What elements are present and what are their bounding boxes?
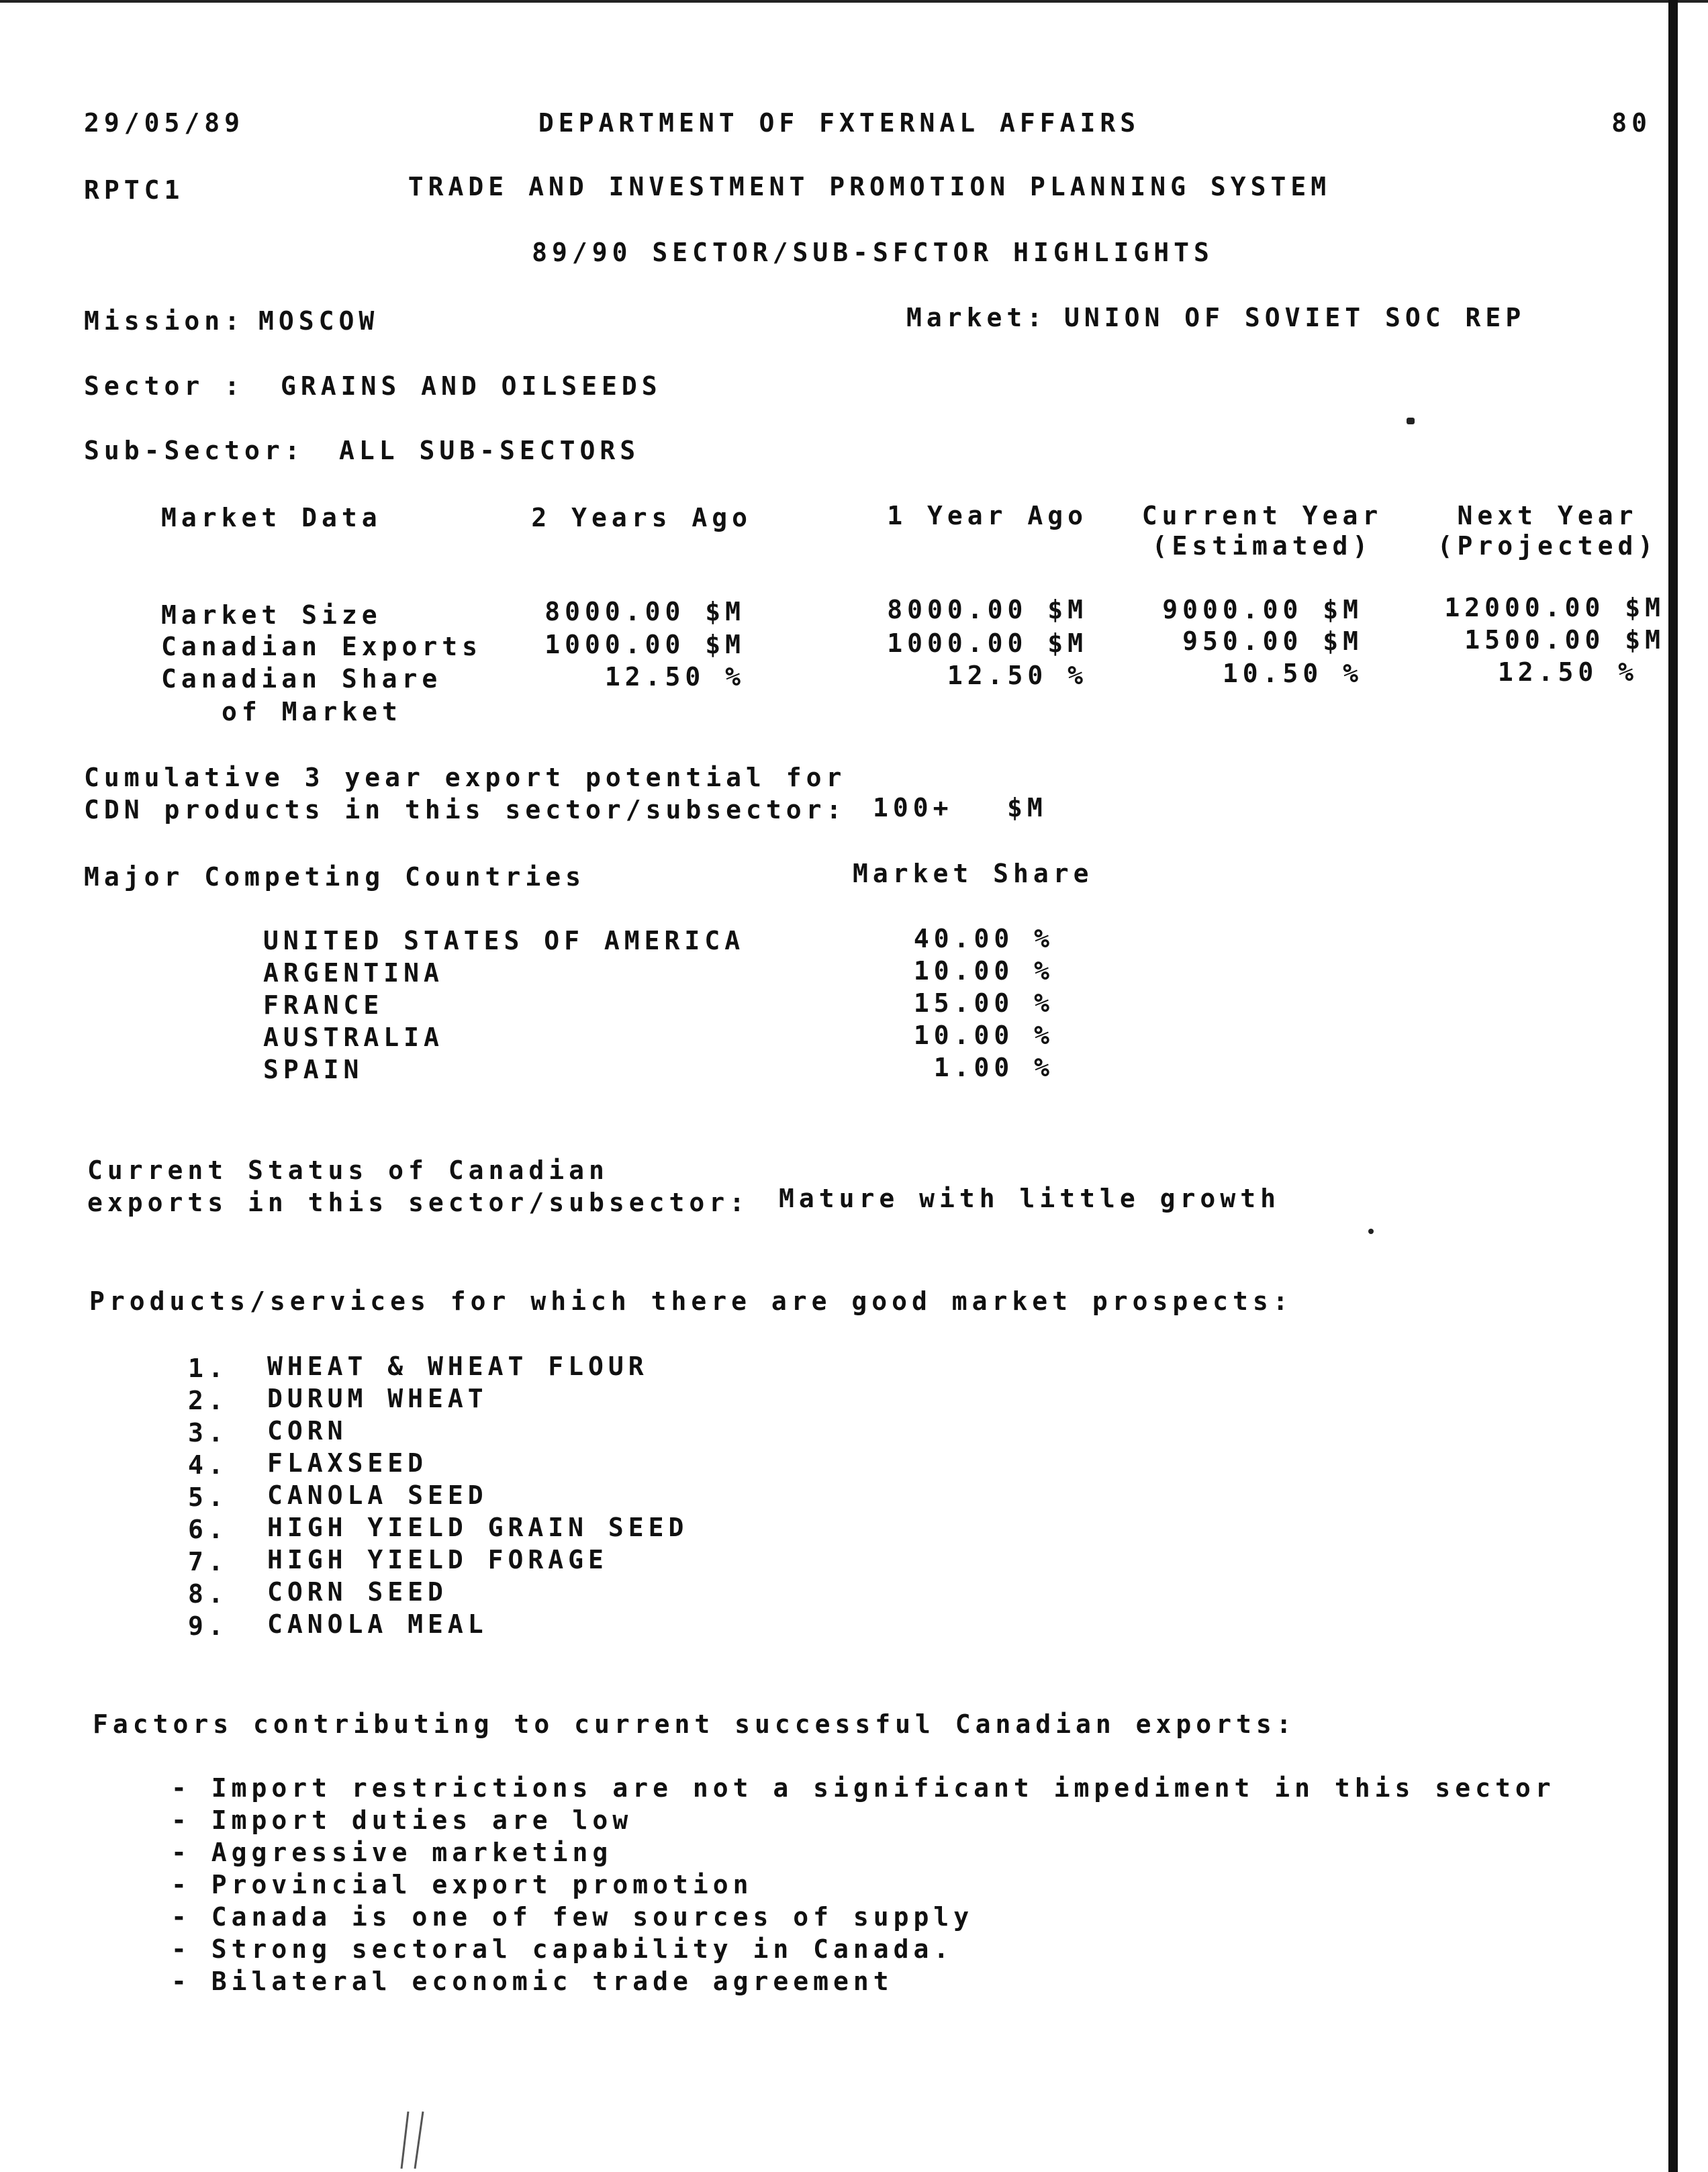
- list-item: CORN SEED: [267, 1577, 448, 1607]
- list-item: DURUM WHEAT: [267, 1384, 488, 1413]
- table-cell: 9000.00 $M: [1162, 595, 1363, 624]
- table-cell: 12.50 %: [604, 662, 745, 692]
- list-item: CANOLA MEAL: [267, 1609, 488, 1639]
- right-border: [1668, 0, 1678, 2172]
- list-item-number: 2.: [188, 1386, 228, 1415]
- list-item: - Provincial export promotion: [171, 1870, 753, 1899]
- competitor-country: FRANCE: [263, 990, 384, 1020]
- row-label-canadian-share-cont: of Market: [222, 697, 402, 726]
- cumulative-line-1: Cumulative 3 year export potential for: [84, 763, 847, 792]
- subsector-value: ALL SUB-SECTORS: [339, 436, 640, 465]
- table-cell: 8000.00 $M: [544, 597, 745, 626]
- col-header-current-year-sub: (Estimated): [1151, 531, 1373, 561]
- row-label-market-size: Market Size: [161, 600, 382, 630]
- list-item: HIGH YIELD GRAIN SEED: [267, 1513, 689, 1542]
- competitor-country: SPAIN: [263, 1055, 364, 1084]
- competitor-share: 15.00 %: [913, 988, 1054, 1018]
- sector-label: Sector :: [84, 371, 245, 401]
- list-item: CORN: [267, 1416, 348, 1446]
- report-code: RPTC1: [84, 175, 185, 205]
- competitor-share: 10.00 %: [913, 956, 1054, 986]
- competitor-country: UNITED STATES OF AMERICA: [263, 926, 745, 955]
- list-item: - Import restrictions are not a significant impediment in this sector: [171, 1773, 1556, 1803]
- list-item-number: 5.: [188, 1482, 228, 1512]
- highlights-title: 89/90 SECTOR/SUB-SFCTOR HIGHLIGHTS: [532, 238, 1214, 267]
- market-label: Market:: [906, 303, 1047, 332]
- list-item: - Aggressive marketing: [171, 1838, 613, 1867]
- competitor-share: 40.00 %: [913, 924, 1054, 953]
- list-item: CANOLA SEED: [267, 1480, 488, 1510]
- competitors-header: Major Competing Countries: [84, 862, 585, 892]
- market-data-header: Market Data: [161, 503, 382, 532]
- cumulative-line-2: CDN products in this sector/subsector:: [84, 795, 847, 824]
- row-label-canadian-share: Canadian Share: [161, 664, 442, 694]
- col-header-next-year: Next Year: [1457, 501, 1638, 530]
- report-date: 29/05/89: [84, 108, 245, 138]
- products-header: Products/services for which there are good market prospects:: [89, 1286, 1293, 1316]
- list-item: HIGH YIELD FORAGE: [267, 1545, 608, 1574]
- table-cell: 12000.00 $M: [1444, 593, 1665, 622]
- col-header-2-years-ago: 2 Years Ago: [531, 503, 752, 532]
- competitor-country: AUSTRALIA: [263, 1023, 444, 1052]
- table-cell: 950.00 $M: [1182, 626, 1363, 656]
- list-item-number: 4.: [188, 1450, 228, 1480]
- mission-label: Mission:: [84, 306, 245, 336]
- list-item-number: 9.: [188, 1611, 228, 1641]
- market-value: UNION OF SOVIET SOC REP: [1064, 303, 1526, 332]
- list-item-number: 1.: [188, 1354, 228, 1383]
- status-line-2: exports in this sector/subsector:: [87, 1188, 749, 1217]
- scan-speck: [1368, 1229, 1374, 1234]
- table-cell: 12.50 %: [947, 661, 1088, 690]
- col-header-next-year-sub: (Projected): [1437, 531, 1658, 561]
- list-item: - Canada is one of few sources of supply: [171, 1902, 974, 1932]
- table-cell: 12.50 %: [1497, 657, 1638, 687]
- table-cell: 1000.00 $M: [887, 628, 1088, 658]
- scan-mark: [396, 2108, 436, 2172]
- col-header-1-year-ago: 1 Year Ago: [887, 501, 1088, 530]
- status-line-1: Current Status of Canadian: [87, 1155, 609, 1185]
- list-item-number: 6.: [188, 1515, 228, 1544]
- list-item-number: 7.: [188, 1547, 228, 1576]
- top-border: [0, 0, 1708, 3]
- list-item-number: 3.: [188, 1418, 228, 1448]
- department-title: DEPARTMENT OF FXTERNAL AFFAIRS: [538, 108, 1141, 138]
- system-title: TRADE AND INVESTMENT PROMOTION PLANNING SYSTEM: [408, 172, 1331, 201]
- table-cell: 1000.00 $M: [544, 630, 745, 659]
- table-cell: 10.50 %: [1222, 659, 1363, 688]
- sector-value: GRAINS AND OILSEEDS: [281, 371, 662, 401]
- table-cell: 8000.00 $M: [887, 595, 1088, 624]
- competitor-share: 1.00 %: [933, 1053, 1054, 1082]
- page-number: 80: [1611, 108, 1652, 138]
- table-cell: 1500.00 $M: [1464, 625, 1665, 655]
- list-item: - Import duties are low: [171, 1805, 633, 1835]
- list-item: WHEAT & WHEAT FLOUR: [267, 1352, 649, 1381]
- scan-speck: [1407, 418, 1415, 424]
- list-item-number: 8.: [188, 1579, 228, 1609]
- mission-value: MOSCOW: [258, 306, 379, 336]
- list-item: FLAXSEED: [267, 1448, 428, 1478]
- status-value: Mature with little growth: [779, 1184, 1280, 1213]
- cumulative-unit: $M: [1007, 793, 1047, 822]
- row-label-canadian-exports: Canadian Exports: [161, 632, 483, 661]
- market-share-header: Market Share: [853, 859, 1094, 888]
- factors-header: Factors contributing to current successful Canadian exports:: [93, 1709, 1296, 1739]
- list-item: - Bilateral economic trade agreement: [171, 1967, 894, 1996]
- list-item: - Strong sectoral capability in Canada.: [171, 1934, 954, 1964]
- col-header-current-year: Current Year: [1141, 501, 1383, 530]
- subsector-label: Sub-Sector:: [84, 436, 305, 465]
- competitor-country: ARGENTINA: [263, 958, 444, 988]
- competitor-share: 10.00 %: [913, 1021, 1054, 1050]
- cumulative-value: 100+: [873, 793, 953, 822]
